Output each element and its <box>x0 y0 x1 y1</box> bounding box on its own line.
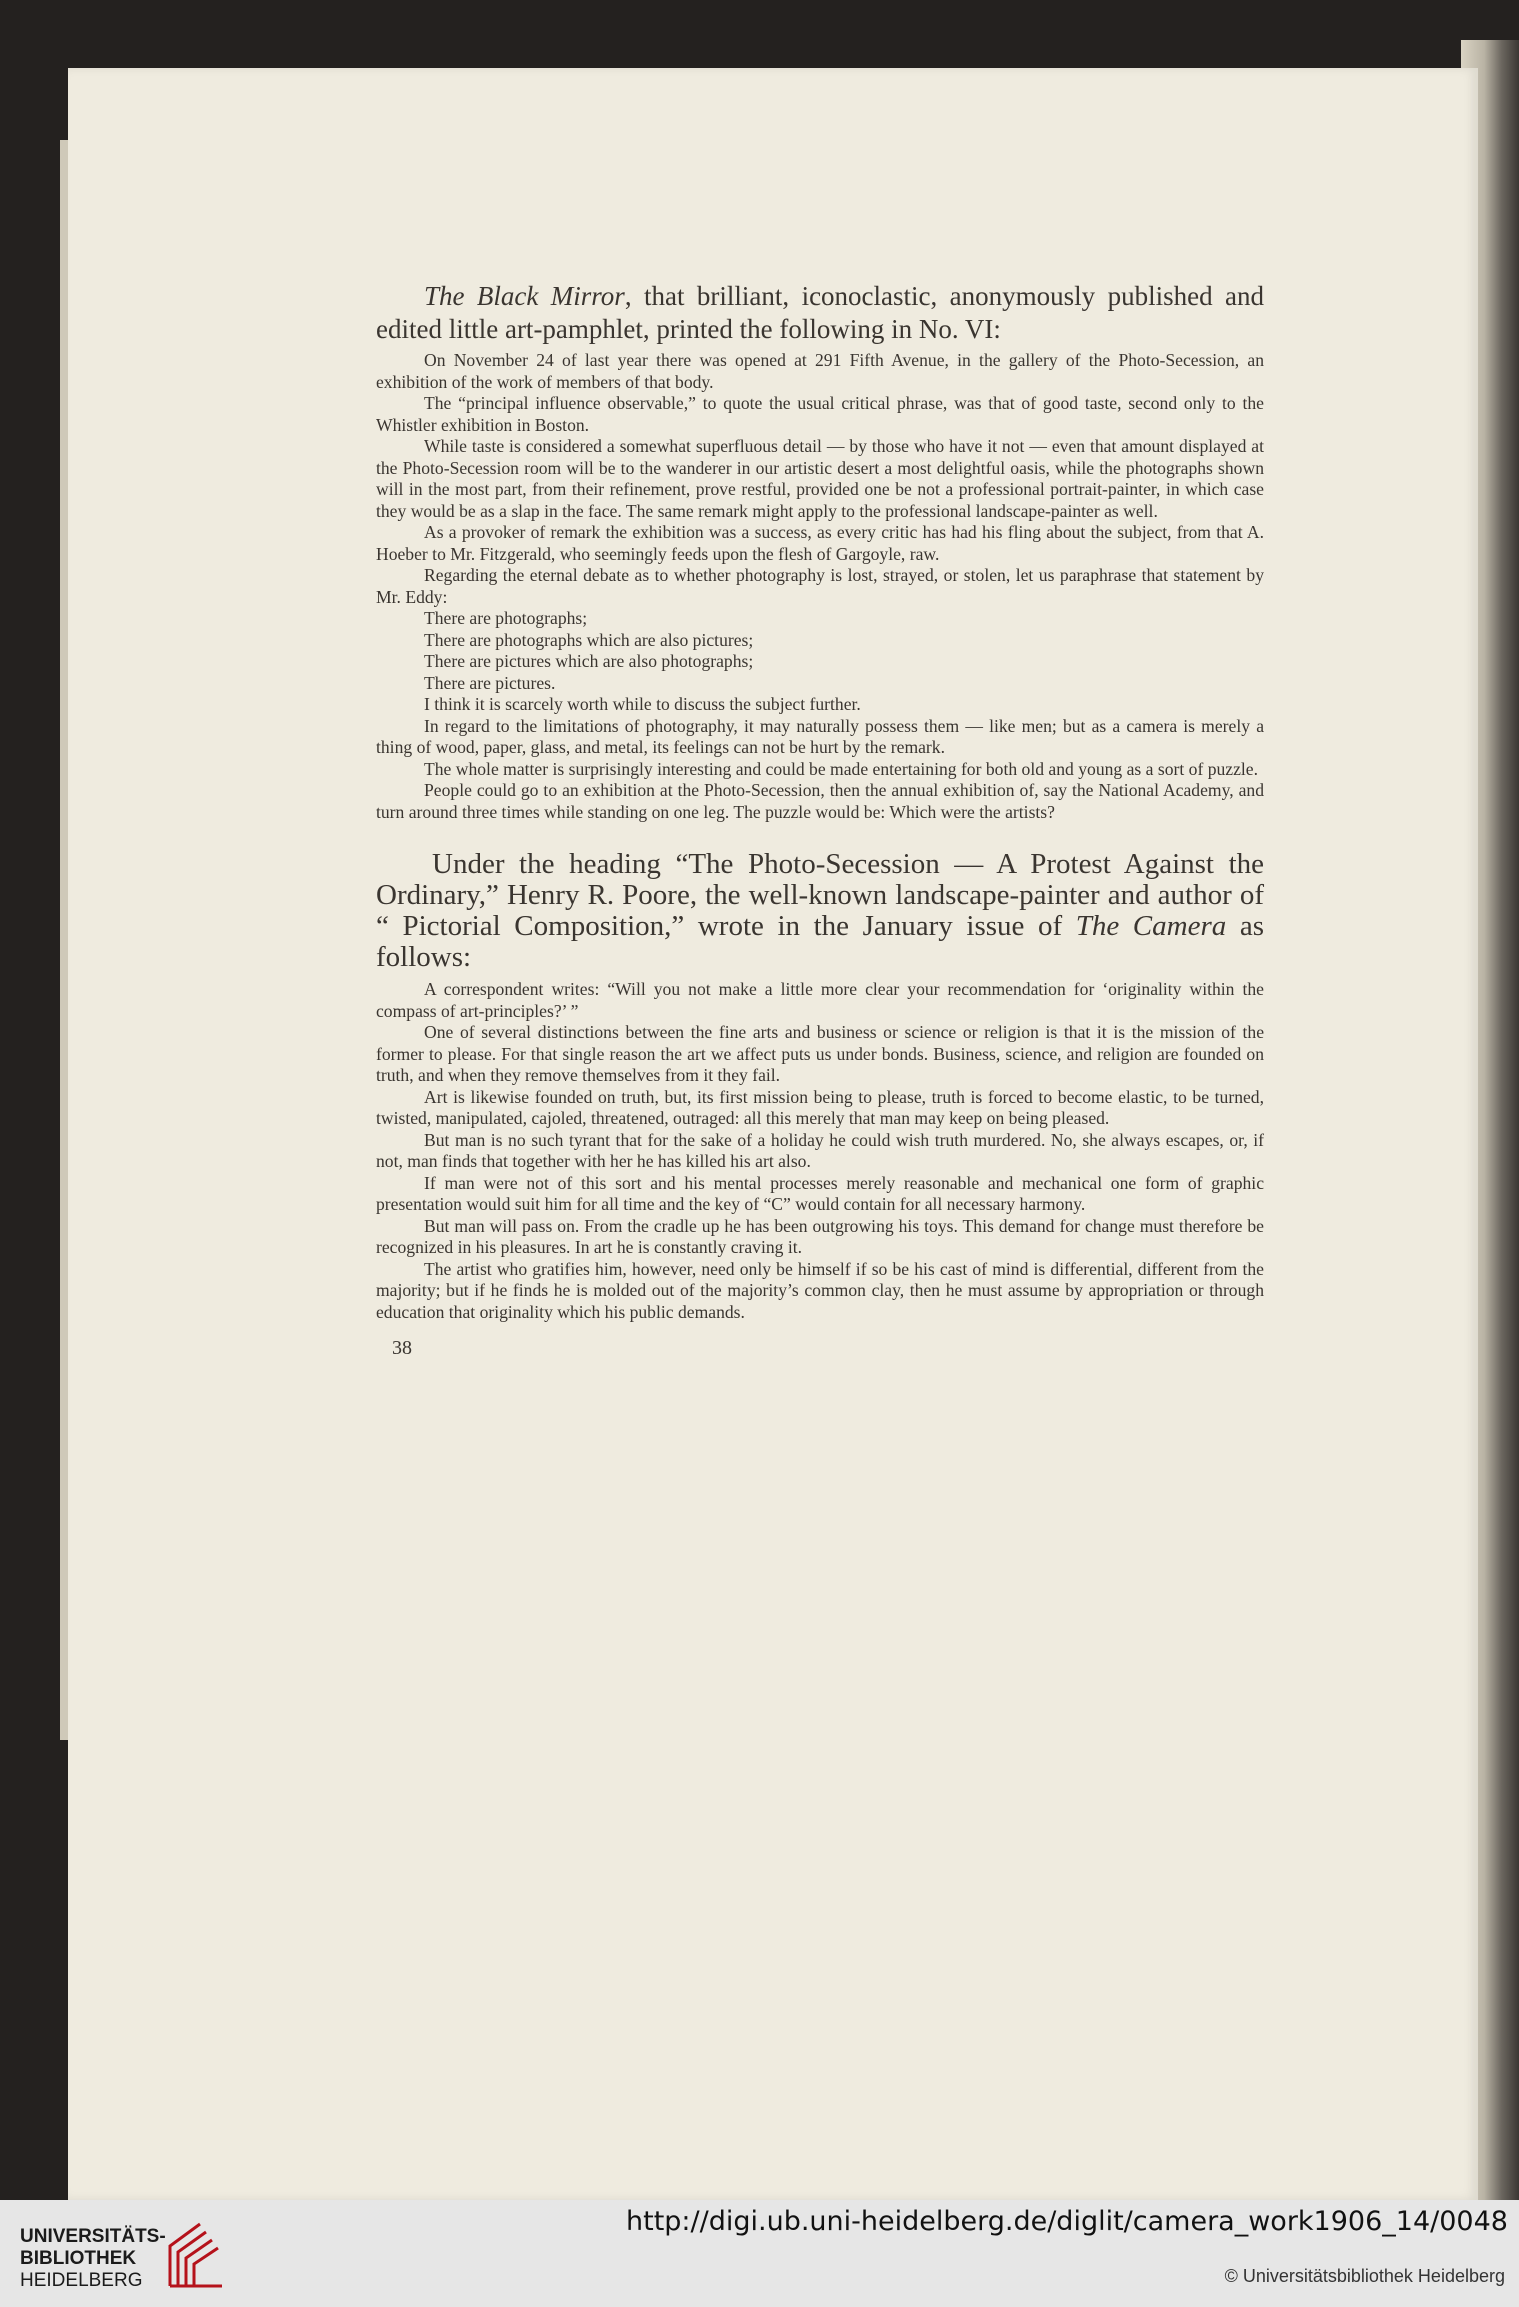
paragraph: I think it is scarcely worth while to discuss the subject further. <box>424 694 861 714</box>
paragraph: But man is no such tyrant that for the sake of a holiday he could wish truth murdered. No, she always escapes, or, if not, man finds that together with her he has killed his art also. <box>376 1129 1264 1171</box>
copyright-notice: © Universitätsbibliothek Heidelberg <box>1224 2266 1505 2286</box>
paragraph: In regard to the limitations of photography, it may naturally possess them — like men; but as a camera is merely a thing of wood, paper, glass, and metal, its feelings can not be hurt by the remark. <box>376 715 1264 757</box>
paragraph: As a provoker of remark the exhibition was a success, as every critic has had his fling about the subject, from that A. Hoeber to Mr. Fitzgerald, who seemingly feeds upon the flesh of Gargoyle, raw. <box>376 522 1264 564</box>
publication-title: The Camera <box>1075 910 1227 942</box>
verse-line: There are pictures. <box>424 672 556 693</box>
paragraph: Regarding the eternal debate as to whether photography is lost, strayed, or stolen, let us paraphrase that statement by Mr. Eddy: <box>376 565 1264 607</box>
verse-line: There are photographs which are also pictures; <box>424 629 754 650</box>
page-number: 38 <box>392 1337 412 1359</box>
paragraph: On November 24 of last year there was opened at 291 Fifth Avenue, in the gallery of the Photo-Secession, an exhibition of the work of members of that body. <box>376 350 1264 392</box>
page-text <box>376 280 1264 1360</box>
paragraph: The whole matter is surprisingly interesting and could be made entertaining for both old and young as a sort of puzzle. <box>424 758 1259 779</box>
paragraph: Art is likewise founded on truth, but, its first mission being to please, truth is forced to become elastic, to be turned, twisted, manipulated, cajoled, threatened, outraged: all this merely that man may keep on being pleased. <box>376 1086 1264 1128</box>
paragraph: One of several distinctions between the fine arts and business or science or religion is that it is the mission of the former to please. For that single reason the art we affect puts us under bonds. Business, science, and religion are founded on truth, and when they remove themselves from it they fail. <box>376 1022 1264 1085</box>
verse-line: There are pictures which are also photographs; <box>424 651 754 671</box>
paragraph: But man will pass on. From the cradle up he has been outgrowing his toys. This demand for change must therefore be recognized in his pleasures. In art he is constantly craving it. <box>376 1215 1264 1257</box>
intro-heading-2: Under the heading “The Photo-Secession — A Protest Against the Ordinary,” Henry R. Poore, the well-known landscape-painter and author of “ Pictorial Composition,” wrote in the January issue of The Camera as follows: <box>376 848 1264 973</box>
publication-title: The Black Mirror <box>424 281 625 311</box>
paragraph: While taste is considered a somewhat superfluous detail — by those who have it not — even that amount displayed at the Photo-Secession room will be to the wanderer in our artistic desert a most delightful oasis, while the photographs shown will in the most part, from their refinement, prove restful, provided one be not a professional portrait-painter, in which case they would be as a slap in the face. The same remark might apply to the professional landscape-painter as well. <box>376 436 1264 521</box>
paragraph: The “principal influence observable,” to quote the usual critical phrase, was that of good taste, second only to the Whistler exhibition in Boston. <box>376 393 1264 435</box>
source-url-link[interactable]: http://digi.ub.uni-heidelberg.de/diglit/camera_work1906_14/0048 <box>626 2206 1508 2237</box>
intro-heading-1: The Black Mirror, that brilliant, iconoclastic, anonymously published and edited little art-pamphlet, printed the following in No. VI: <box>376 281 1264 344</box>
paragraph: A correspondent writes: “Will you not make a little more clear your recommendation for ‘originality within the compass of art-principles?’ ” <box>376 979 1264 1021</box>
library-logo-icon <box>160 2216 230 2296</box>
paragraph: The artist who gratifies him, however, need only be himself if so be his cast of mind is differential, different from the majority; but if he finds he is molded out of the majority’s common clay, then he must assume by appropriation or through education that originality which his public demands. <box>376 1258 1264 1322</box>
library-logo-text: UNIVERSITÄTS- BIBLIOTHEK HEIDELBERG <box>20 2226 166 2291</box>
paragraph: If man were not of this sort and his mental processes merely reasonable and mechanical one form of graphic presentation would suit him for all time and the key of “C” would contain for all necessary harmony. <box>376 1172 1264 1214</box>
paragraph: People could go to an exhibition at the Photo-Secession, then the annual exhibition of, say the National Academy, and turn around three times while standing on one leg. The puzzle would be: Which were the artists? <box>376 780 1264 822</box>
verse-line: There are photographs; <box>424 608 588 628</box>
